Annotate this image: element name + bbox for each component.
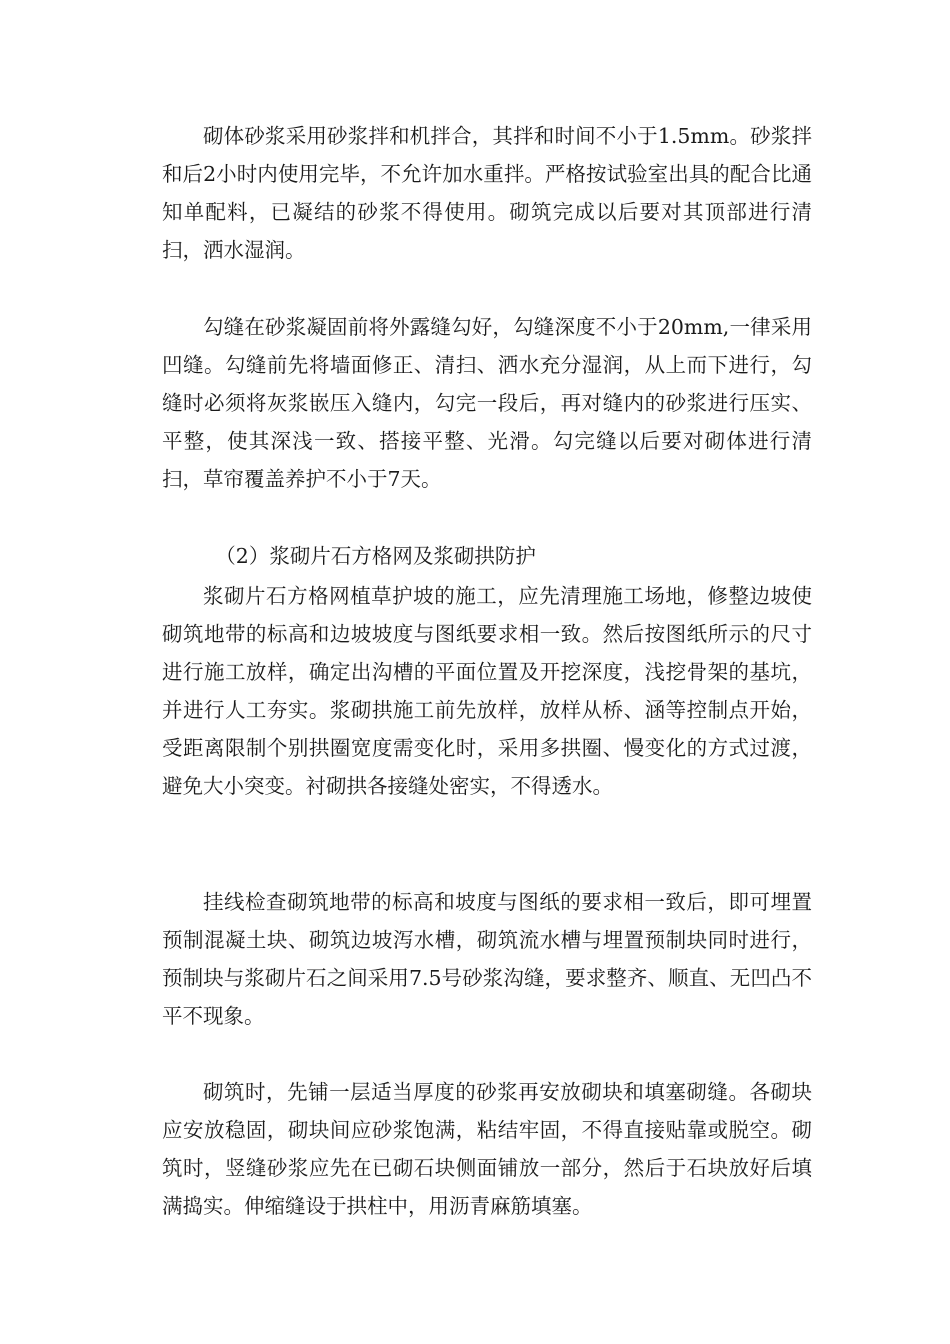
paragraph-line-check: 挂线检查砌筑地带的标高和坡度与图纸的要求相一致后，即可埋置预制混凝土块、砌筑边坡泻水槽，砌筑流水槽与埋置预制块同时进行，预制块与浆砌片石之间采用7.5号砂浆沟缝，要求整齐、顺直、无凹凸不平不现象。 xyxy=(162,890,812,1028)
grid-protection-block xyxy=(162,577,812,805)
section-heading-block xyxy=(162,537,812,575)
masonry-block xyxy=(162,1073,812,1225)
mortar-mixing-block xyxy=(162,117,812,269)
section-heading: （2）浆砌片石方格网及浆砌拱防护 xyxy=(215,544,536,568)
paragraph-pointing: 勾缝在砂浆凝固前将外露缝勾好，勾缝深度不小于20mm,一律采用凹缝。勾缝前先将墙面修正、清扫、洒水充分湿润，从上而下进行，勾缝时必须将灰浆嵌压入缝内，勾完一段后，再对缝内的砂浆进行压实、平整，使其深浅一致、搭接平整、光滑。勾完缝以后要对砌体进行清扫，草帘覆盖养护不小于7天。 xyxy=(162,315,812,491)
paragraph-masonry: 砌筑时，先铺一层适当厚度的砂浆再安放砌块和填塞砌缝。各砌块应安放稳固，砌块间应砂浆饱满，粘结牢固，不得直接贴靠或脱空。砌筑时，竖缝砂浆应先在已砌石块侧面铺放一部分，然后于石块放好后填满捣实。伸缩缝设于拱柱中，用沥青麻筋填塞。 xyxy=(162,1080,812,1218)
paragraph-mortar-mixing: 砌体砂浆采用砂浆拌和机拌合，其拌和时间不小于1.5mm。砂浆拌和后2小时内使用完毕，不允许加水重拌。严格按试验室出具的配合比通知单配料，已凝结的砂浆不得使用。砌筑完成以后要对其顶部进行清扫，洒水湿润。 xyxy=(162,124,812,262)
paragraph-grid-protection: 浆砌片石方格网植草护坡的施工，应先清理施工场地，修整边坡使砌筑地带的标高和边坡坡度与图纸要求相一致。然后按图纸所示的尺寸进行施工放样，确定出沟槽的平面位置及开挖深度，浅挖骨架的基坑，并进行人工夯实。浆砌拱施工前先放样，放样从桥、涵等控制点开始，受距离限制个别拱圈宽度需变化时，采用多拱圈、慢变化的方式过渡，避免大小突变。衬砌拱各接缝处密实，不得透水。 xyxy=(162,584,812,798)
line-check-block xyxy=(162,883,812,1035)
pointing-block xyxy=(162,308,812,498)
